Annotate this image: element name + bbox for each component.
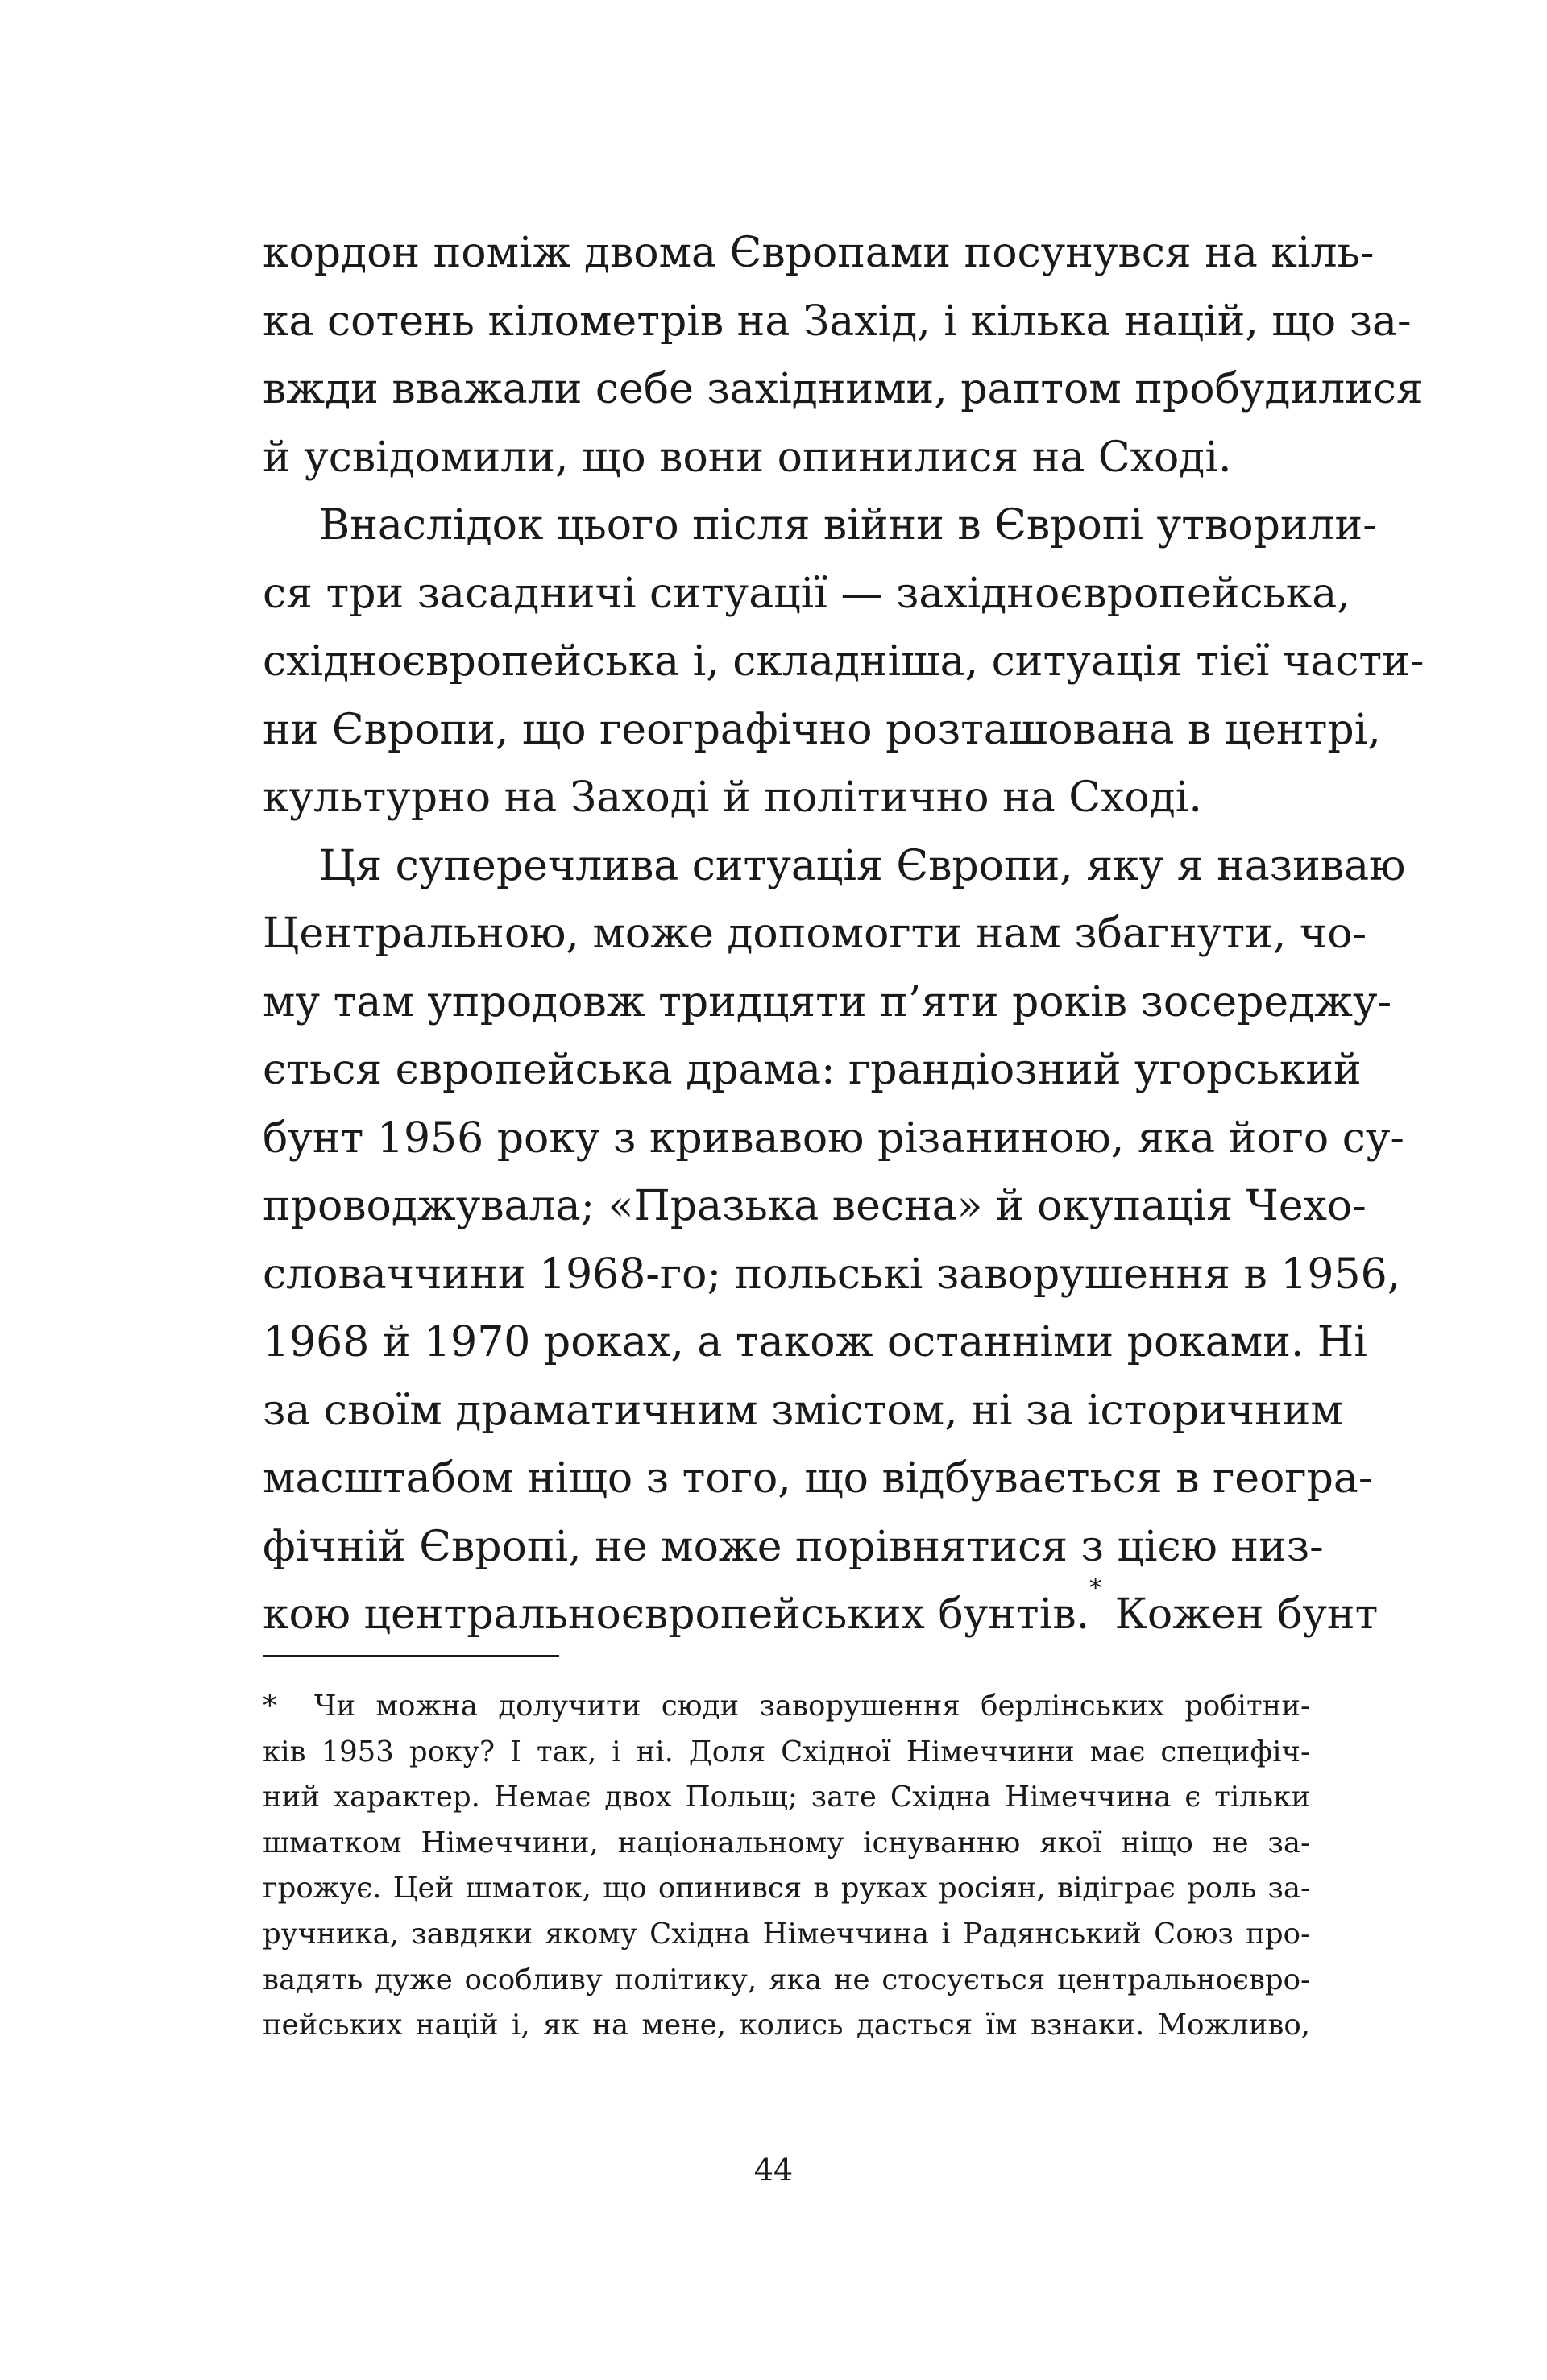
footnote-line (263, 1684, 1310, 1730)
footnote-line: ків 1953 року? І так, і ні. Доля Східної Німеччини має специфіч- (263, 1735, 1310, 1768)
text-line: вжди вважали себе західними, раптом пробудилися (263, 365, 1423, 413)
footnote-marker: * (263, 1690, 277, 1723)
text-line-with-footnote-ref (263, 1574, 1379, 1649)
footnote-line: грожує. Цей шматок, що опинився в руках росіян, відіграє роль за- (263, 1872, 1310, 1905)
text-line: му там упродовж тридцяти п’яти років зосереджу- (263, 977, 1392, 1026)
main-text (263, 219, 1425, 1649)
footnote-divider (263, 1655, 559, 1657)
footnote-line: шматком Німеччини, національному існуванню якої ніщо не за- (263, 1826, 1310, 1860)
text-line: культурно на Заході й політично на Сході. (263, 773, 1202, 822)
page-number: 44 (753, 2152, 794, 2187)
text-line: східноєвропейська і, складніша, ситуація тієї части- (263, 637, 1425, 686)
footnote-line: вадять дуже особливу політику, яка не стосується центральноєвро- (263, 1963, 1310, 1996)
text-line: Ця суперечлива ситуація Європи, яку я називаю (319, 841, 1406, 890)
text-line: ся три засадничі ситуації — західноєвропейська, (263, 569, 1350, 618)
text-span: Кожен бунт (1101, 1590, 1379, 1639)
text-line: фічній Європі, не може порівнятися з цією низ- (263, 1522, 1324, 1571)
text-line: 1968 й 1970 роках, а також останніми роками. Ні (263, 1318, 1367, 1366)
text-line: проводжувала; «Празька весна» й окупація Чехо- (263, 1182, 1367, 1230)
text-line: масштабом ніщо з того, що відбувається в геогра- (263, 1454, 1373, 1503)
footnote-text: Чи можна долучити сюди заворушення берлінських робітни- (314, 1690, 1310, 1723)
text-line: ка сотень кілометрів на Захід, і кілька націй, що за- (263, 296, 1412, 346)
footnote-reference[interactable]: * (1089, 1574, 1102, 1603)
footnote (263, 1684, 1310, 2049)
text-line: словаччини 1968-го; польські заворушення в 1956, (263, 1250, 1401, 1299)
text-span: кою центральноєвропейських бунтів. (263, 1590, 1090, 1639)
text-line: й усвідомили, що вони опинилися на Сході. (263, 433, 1232, 482)
text-line: кордон поміж двома Європами посунувся на кіль- (263, 229, 1375, 277)
footnote-line: ручника, завдяки якому Східна Німеччина і Радянський Союз про- (263, 1917, 1310, 1951)
text-line: бунт 1956 року з кривавою різаниною, яка його су- (263, 1113, 1404, 1163)
text-line: ни Європи, що географічно розташована в центрі, (263, 705, 1381, 754)
footnote-line: ний характер. Немає двох Польщ; зате Східна Німеччина є тільки (263, 1781, 1310, 1814)
text-line: ється європейська драма: грандіозний угорський (263, 1046, 1362, 1094)
text-line: Центральною, може допомогти нам збагнути, чо- (263, 910, 1367, 958)
footnote-line: пейських націй і, як на мене, колись дасться їм взнаки. Можливо, (263, 2009, 1310, 2042)
text-line: Внаслідок цього після війни в Європі утворили- (319, 501, 1377, 549)
text-line: за своїм драматичним змістом, ні за історичним (263, 1386, 1343, 1435)
